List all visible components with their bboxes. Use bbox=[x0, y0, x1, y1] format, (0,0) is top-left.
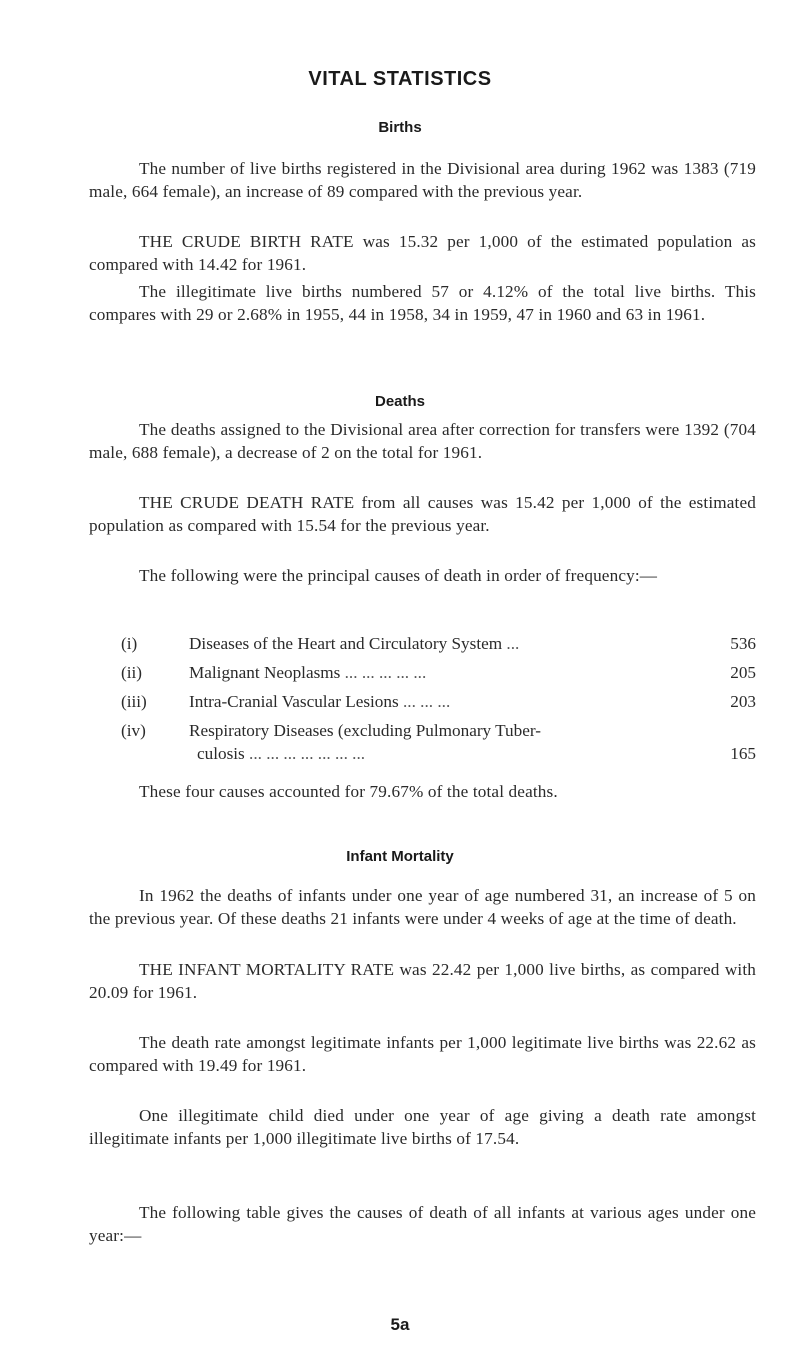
cause-label-continued: culosis bbox=[197, 744, 245, 763]
cause-count: 165 bbox=[730, 744, 756, 763]
cause-number: (iv) bbox=[121, 721, 146, 740]
list-item bbox=[89, 690, 756, 719]
cause-label: Respiratory Diseases (excluding Pulmonary Tuber- bbox=[189, 721, 541, 740]
leader-dots: ... ... ... bbox=[402, 692, 451, 711]
births-heading: Births bbox=[378, 119, 422, 136]
deaths-paragraph-2: THE CRUDE DEATH RATE from all causes was 15.42 per 1,000 of the estimated population as compared with 15.54 for the previous year. bbox=[89, 493, 756, 535]
births-paragraph-3: The illegitimate live births numbered 57 or 4.12% of the total live births. This compares with 29 or 2.68% in 1955, 44 in 1958, 34 in 1959, 47 in 1960 and 63 in 1961. bbox=[89, 282, 756, 324]
infant-paragraph-4: One illegitimate child died under one year of age giving a death rate amongst illegitimate infants per 1,000 illegitimate live births of 17.54. bbox=[89, 1106, 756, 1148]
causes-of-death-list bbox=[89, 632, 756, 765]
deaths-paragraph-3: The following were the principal causes of death in order of frequency:— bbox=[139, 566, 658, 585]
leader-dots: ... bbox=[506, 634, 520, 653]
cause-number: (i) bbox=[121, 634, 138, 653]
infant-paragraph-3: The death rate amongst legitimate infants per 1,000 legitimate live births was 22.62 as compared with 19.49 for 1961. bbox=[89, 1033, 756, 1075]
infant-paragraph-5: The following table gives the causes of death of all infants at various ages under one year:— bbox=[89, 1203, 756, 1245]
births-paragraph-1: The number of live births registered in the Divisional area during 1962 was 1383 (719 male, 664 female), an increase of 89 compared with the previous year. bbox=[89, 159, 756, 201]
list-item bbox=[89, 632, 756, 661]
cause-number: (iii) bbox=[121, 692, 147, 711]
page-number: 5a bbox=[390, 1315, 410, 1334]
list-item bbox=[89, 719, 756, 765]
deaths-paragraph-4: These four causes accounted for 79.67% of the total deaths. bbox=[139, 782, 558, 801]
infant-paragraph-1: In 1962 the deaths of infants under one year of age numbered 31, an increase of 5 on the previous year. Of these deaths 21 infants were under 4 weeks of age at the time of death. bbox=[89, 886, 756, 928]
leader-dots: ... ... ... ... ... bbox=[344, 663, 427, 682]
list-item bbox=[89, 661, 756, 690]
deaths-paragraph-1: The deaths assigned to the Divisional area after correction for transfers were 1392 (704 male, 688 female), a decrease of 2 on the total for 1961. bbox=[89, 420, 756, 462]
infant-mortality-heading: Infant Mortality bbox=[346, 848, 454, 865]
cause-count: 536 bbox=[730, 634, 756, 653]
leader-dots: ... ... ... ... ... ... ... bbox=[249, 744, 366, 763]
cause-number: (ii) bbox=[121, 663, 142, 682]
cause-label: Malignant Neoplasms bbox=[189, 663, 341, 682]
cause-label: Diseases of the Heart and Circulatory System bbox=[189, 634, 503, 653]
deaths-heading: Deaths bbox=[374, 393, 426, 410]
births-paragraph-2: THE CRUDE BIRTH RATE was 15.32 per 1,000 of the estimated population as compared with 14.42 for 1961. bbox=[89, 232, 756, 274]
cause-label: Intra-Cranial Vascular Lesions bbox=[189, 692, 399, 711]
cause-count: 205 bbox=[730, 663, 756, 682]
page-title: VITAL STATISTICS bbox=[308, 68, 492, 90]
infant-paragraph-2: THE INFANT MORTALITY RATE was 22.42 per 1,000 live births, as compared with 20.09 for 1961. bbox=[89, 960, 756, 1002]
cause-count: 203 bbox=[730, 692, 756, 711]
